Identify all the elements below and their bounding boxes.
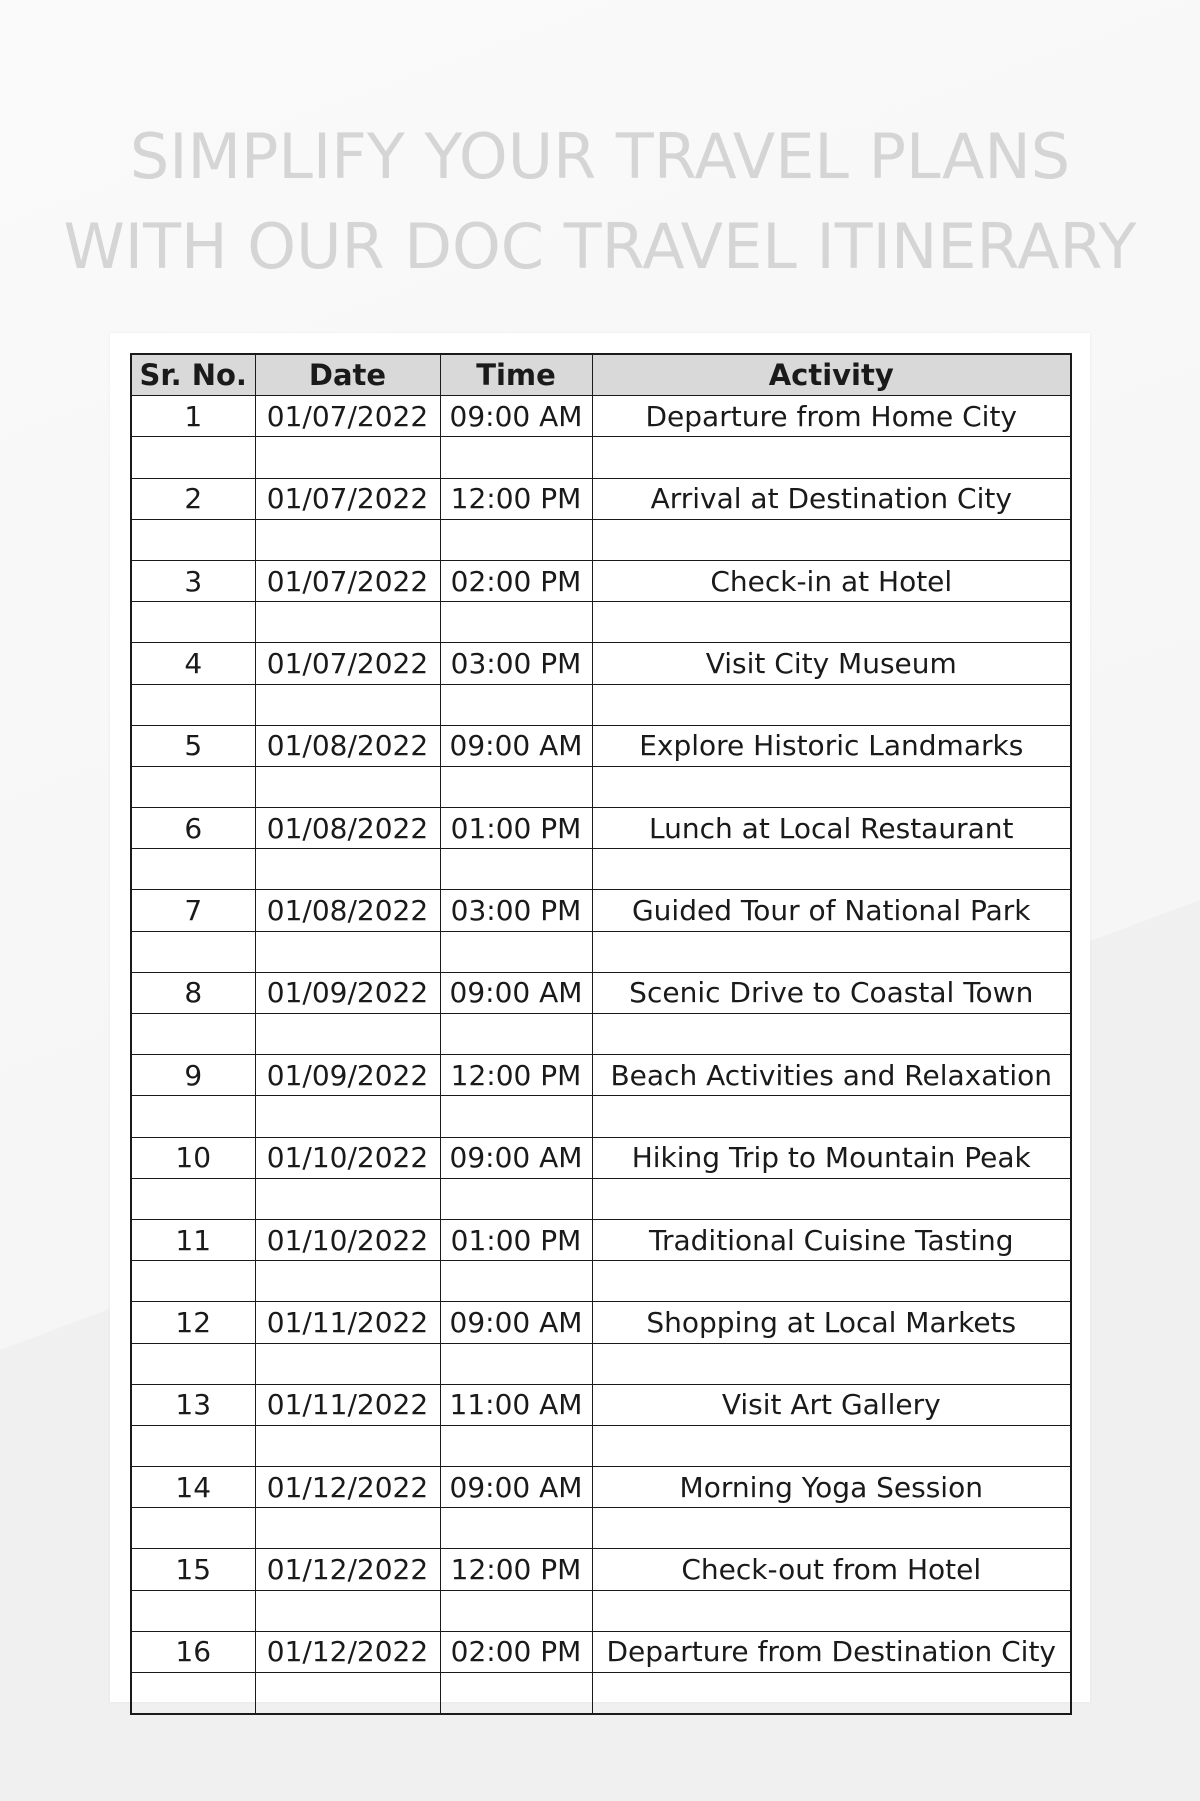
table-row xyxy=(131,1055,1071,1096)
title-line-1: SIMPLIFY YOUR TRAVEL PLANS xyxy=(129,120,1071,193)
cell-sr-no: 6 xyxy=(131,808,255,849)
table-row xyxy=(131,643,1071,684)
empty-cell xyxy=(592,1261,1071,1302)
cell-activity: Shopping at Local Markets xyxy=(592,1302,1071,1343)
title-line-2: WITH OUR DOC TRAVEL ITINERARY xyxy=(63,210,1137,283)
cell-time: 01:00 PM xyxy=(440,1219,592,1260)
empty-cell xyxy=(131,437,255,478)
empty-cell xyxy=(592,849,1071,890)
cell-activity: Arrival at Destination City xyxy=(592,478,1071,519)
table-row-blank xyxy=(131,1343,1071,1384)
table-row-blank xyxy=(131,1096,1071,1137)
cell-date: 01/10/2022 xyxy=(255,1219,440,1260)
empty-cell xyxy=(440,931,592,972)
empty-cell xyxy=(255,602,440,643)
table-row-blank xyxy=(131,1425,1071,1466)
cell-date: 01/12/2022 xyxy=(255,1467,440,1508)
empty-cell xyxy=(131,684,255,725)
empty-cell xyxy=(255,1590,440,1631)
empty-cell xyxy=(440,1508,592,1549)
cell-date: 01/07/2022 xyxy=(255,560,440,601)
table-row-blank xyxy=(131,437,1071,478)
table-row-blank xyxy=(131,1508,1071,1549)
empty-cell xyxy=(440,1096,592,1137)
table-row xyxy=(131,890,1071,931)
cell-sr-no: 16 xyxy=(131,1631,255,1672)
empty-cell xyxy=(592,437,1071,478)
empty-cell xyxy=(255,684,440,725)
cell-sr-no: 12 xyxy=(131,1302,255,1343)
cell-date: 01/11/2022 xyxy=(255,1384,440,1425)
cell-activity: Departure from Destination City xyxy=(592,1631,1071,1672)
empty-cell xyxy=(592,1343,1071,1384)
table-row-blank xyxy=(131,931,1071,972)
empty-cell xyxy=(131,1590,255,1631)
table-row xyxy=(131,1219,1071,1260)
cell-date: 01/07/2022 xyxy=(255,643,440,684)
table-row-blank xyxy=(131,1014,1071,1055)
itinerary-table xyxy=(130,353,1072,1715)
empty-cell xyxy=(255,1425,440,1466)
cell-time: 01:00 PM xyxy=(440,808,592,849)
empty-cell xyxy=(592,1096,1071,1137)
cell-date: 01/07/2022 xyxy=(255,396,440,437)
cell-time: 09:00 AM xyxy=(440,1467,592,1508)
cell-time: 09:00 AM xyxy=(440,396,592,437)
cell-time: 03:00 PM xyxy=(440,643,592,684)
empty-cell xyxy=(440,849,592,890)
empty-cell xyxy=(131,1014,255,1055)
cell-activity: Visit Art Gallery xyxy=(592,1384,1071,1425)
empty-cell xyxy=(255,931,440,972)
cell-sr-no: 7 xyxy=(131,890,255,931)
cell-date: 01/08/2022 xyxy=(255,890,440,931)
table-row xyxy=(131,1302,1071,1343)
empty-cell xyxy=(255,437,440,478)
empty-cell xyxy=(255,766,440,807)
empty-cell xyxy=(131,766,255,807)
cell-sr-no: 1 xyxy=(131,396,255,437)
cell-sr-no: 11 xyxy=(131,1219,255,1260)
cell-activity: Check-out from Hotel xyxy=(592,1549,1071,1590)
empty-cell xyxy=(131,1178,255,1219)
table-row xyxy=(131,478,1071,519)
empty-cell xyxy=(131,1673,255,1715)
table-row xyxy=(131,1137,1071,1178)
table-row xyxy=(131,560,1071,601)
empty-cell xyxy=(440,1014,592,1055)
cell-activity: Beach Activities and Relaxation xyxy=(592,1055,1071,1096)
cell-activity: Departure from Home City xyxy=(592,396,1071,437)
page-title xyxy=(0,112,1200,292)
cell-time: 09:00 AM xyxy=(440,1302,592,1343)
table-row-blank xyxy=(131,1261,1071,1302)
cell-date: 01/09/2022 xyxy=(255,1055,440,1096)
cell-time: 02:00 PM xyxy=(440,1631,592,1672)
empty-cell xyxy=(440,684,592,725)
empty-cell xyxy=(255,1343,440,1384)
empty-cell xyxy=(592,931,1071,972)
cell-sr-no: 8 xyxy=(131,972,255,1013)
empty-cell xyxy=(592,1673,1071,1715)
cell-activity: Hiking Trip to Mountain Peak xyxy=(592,1137,1071,1178)
table-row xyxy=(131,1467,1071,1508)
empty-cell xyxy=(255,1508,440,1549)
table-row-blank xyxy=(131,1178,1071,1219)
empty-cell xyxy=(131,1261,255,1302)
empty-cell xyxy=(592,1590,1071,1631)
table-row-blank xyxy=(131,602,1071,643)
cell-activity: Guided Tour of National Park xyxy=(592,890,1071,931)
cell-time: 12:00 PM xyxy=(440,1055,592,1096)
cell-sr-no: 5 xyxy=(131,725,255,766)
empty-cell xyxy=(440,1261,592,1302)
cell-activity: Check-in at Hotel xyxy=(592,560,1071,601)
empty-cell xyxy=(592,519,1071,560)
cell-activity: Lunch at Local Restaurant xyxy=(592,808,1071,849)
cell-time: 12:00 PM xyxy=(440,478,592,519)
empty-cell xyxy=(255,1096,440,1137)
empty-cell xyxy=(131,602,255,643)
table-row xyxy=(131,1549,1071,1590)
empty-cell xyxy=(440,519,592,560)
empty-cell xyxy=(440,1343,592,1384)
cell-activity: Explore Historic Landmarks xyxy=(592,725,1071,766)
table-row-blank xyxy=(131,766,1071,807)
cell-activity: Morning Yoga Session xyxy=(592,1467,1071,1508)
empty-cell xyxy=(592,766,1071,807)
table-row xyxy=(131,396,1071,437)
header-sr-no: Sr. No. xyxy=(131,354,255,396)
empty-cell xyxy=(131,1343,255,1384)
empty-cell xyxy=(255,1178,440,1219)
empty-cell xyxy=(592,1014,1071,1055)
empty-cell xyxy=(131,1508,255,1549)
cell-date: 01/08/2022 xyxy=(255,808,440,849)
cell-date: 01/12/2022 xyxy=(255,1549,440,1590)
header-activity: Activity xyxy=(592,354,1071,396)
cell-time: 09:00 AM xyxy=(440,1137,592,1178)
cell-time: 02:00 PM xyxy=(440,560,592,601)
empty-cell xyxy=(440,1673,592,1715)
cell-time: 11:00 AM xyxy=(440,1384,592,1425)
table-row-blank xyxy=(131,1673,1071,1715)
empty-cell xyxy=(592,1425,1071,1466)
cell-date: 01/07/2022 xyxy=(255,478,440,519)
cell-date: 01/10/2022 xyxy=(255,1137,440,1178)
table-row xyxy=(131,808,1071,849)
cell-time: 09:00 AM xyxy=(440,725,592,766)
empty-cell xyxy=(440,1425,592,1466)
empty-cell xyxy=(440,766,592,807)
cell-sr-no: 9 xyxy=(131,1055,255,1096)
cell-time: 12:00 PM xyxy=(440,1549,592,1590)
empty-cell xyxy=(131,1425,255,1466)
empty-cell xyxy=(592,1178,1071,1219)
cell-sr-no: 2 xyxy=(131,478,255,519)
header-date: Date xyxy=(255,354,440,396)
cell-activity: Visit City Museum xyxy=(592,643,1071,684)
empty-cell xyxy=(255,1673,440,1715)
cell-time: 03:00 PM xyxy=(440,890,592,931)
empty-cell xyxy=(131,931,255,972)
empty-cell xyxy=(255,519,440,560)
empty-cell xyxy=(255,1014,440,1055)
table-row-blank xyxy=(131,684,1071,725)
empty-cell xyxy=(592,1508,1071,1549)
empty-cell xyxy=(592,602,1071,643)
cell-sr-no: 3 xyxy=(131,560,255,601)
empty-cell xyxy=(440,1590,592,1631)
table-body xyxy=(131,396,1071,1715)
empty-cell xyxy=(131,1096,255,1137)
table-row-blank xyxy=(131,519,1071,560)
empty-cell xyxy=(440,602,592,643)
cell-sr-no: 14 xyxy=(131,1467,255,1508)
table-row xyxy=(131,972,1071,1013)
table-header-row xyxy=(131,354,1071,396)
empty-cell xyxy=(131,519,255,560)
table-row xyxy=(131,1384,1071,1425)
cell-sr-no: 10 xyxy=(131,1137,255,1178)
empty-cell xyxy=(440,437,592,478)
cell-date: 01/11/2022 xyxy=(255,1302,440,1343)
table-row xyxy=(131,725,1071,766)
cell-date: 01/12/2022 xyxy=(255,1631,440,1672)
cell-sr-no: 15 xyxy=(131,1549,255,1590)
header-time: Time xyxy=(440,354,592,396)
cell-activity: Traditional Cuisine Tasting xyxy=(592,1219,1071,1260)
table-row-blank xyxy=(131,849,1071,890)
empty-cell xyxy=(131,849,255,890)
cell-time: 09:00 AM xyxy=(440,972,592,1013)
table-row-blank xyxy=(131,1590,1071,1631)
empty-cell xyxy=(440,1178,592,1219)
cell-date: 01/08/2022 xyxy=(255,725,440,766)
empty-cell xyxy=(255,849,440,890)
cell-sr-no: 13 xyxy=(131,1384,255,1425)
empty-cell xyxy=(592,684,1071,725)
empty-cell xyxy=(255,1261,440,1302)
table-row xyxy=(131,1631,1071,1672)
cell-sr-no: 4 xyxy=(131,643,255,684)
cell-date: 01/09/2022 xyxy=(255,972,440,1013)
cell-activity: Scenic Drive to Coastal Town xyxy=(592,972,1071,1013)
